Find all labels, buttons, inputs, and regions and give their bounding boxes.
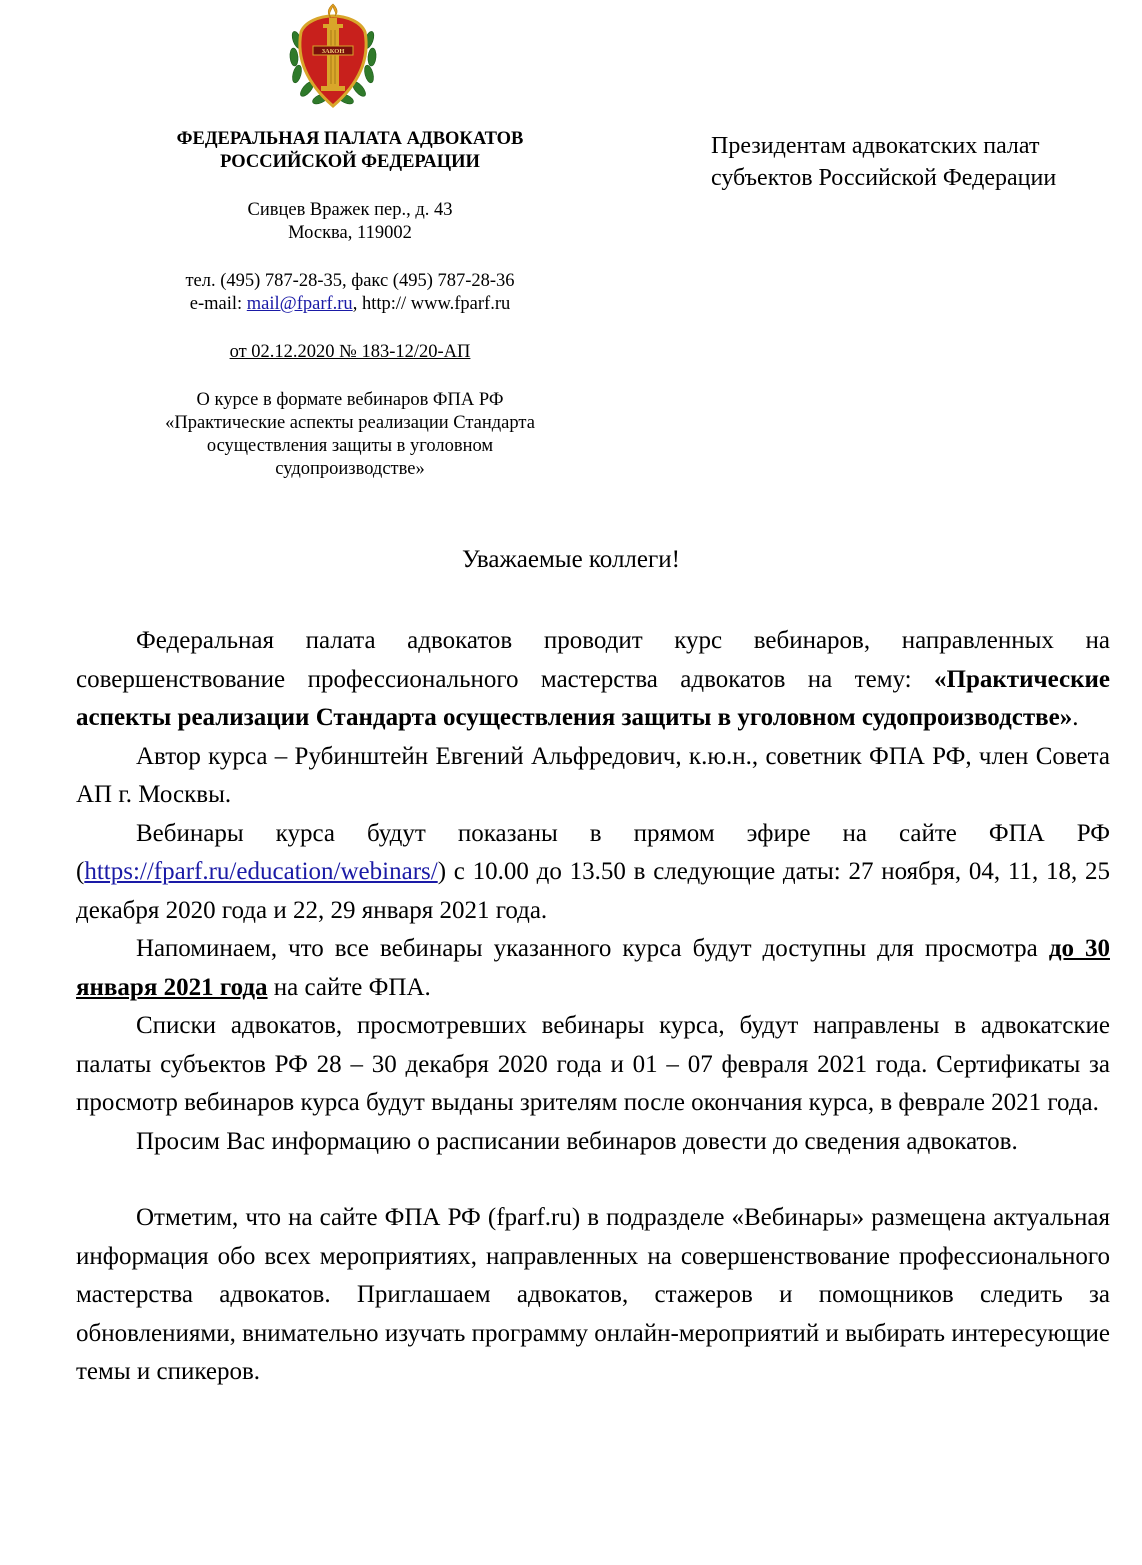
paragraph-2: Автор курса – Рубинштейн Евгений Альфредович, к.ю.н., советник ФПА РФ, член Совета АП г. Москвы. [76, 742, 1110, 808]
webinars-link[interactable]: https://fparf.ru/education/webinars/ [84, 858, 438, 885]
paragraph-3: Вебинары курса будут показаны в прямом эфире на сайте ФПА РФ (https://fparf.ru/education/webinars/) с 10.00 до 13.50 в следующие даты: 27 ноября, 04, 11, 18, 25 декабря 2020 года и 22, 29 января 2021 года. [76, 819, 1110, 924]
addressee-line2: субъектов Российской Федерации [711, 165, 1057, 191]
address-line2: Москва, 119002 [288, 223, 412, 243]
email-line: e-mail: mail@fparf.ru, http:// www.fparf.ru [189, 294, 511, 314]
org-name-line1: ФЕДЕРАЛЬНАЯ ПАЛАТА АДВОКАТОВ [176, 129, 524, 149]
paragraph-5: Списки адвокатов, просмотревших вебинары курса, будут направлены в адвокатские палаты субъектов РФ 28 – 30 декабря 2020 года и 01 – 07 февраля 2021 года. Сертификаты за просмотр вебинаров курса будут выданы зрителям после окончания курса, в феврале 2021 года. [76, 1012, 1110, 1116]
addressee [711, 130, 1141, 194]
paragraph-4: Напоминаем, что все вебинары указанного курса будут доступны для просмотра до 30 января 2021 года на сайте ФПА. [76, 935, 1110, 1001]
letterhead [120, 128, 580, 481]
course-title: «Практические аспекты реализации Стандарта осуществления защиты в уголовном судопроизводстве» [76, 665, 1110, 731]
address-line1: Сивцев Вражек пер., д. 43 [247, 200, 453, 220]
deadline-date: до 30 января 2021 года [76, 935, 1110, 1001]
fpa-emblem-icon [287, 2, 379, 112]
reference-number: от 02.12.2020 № 183-12/20-АП [229, 342, 471, 362]
emblem-plaque-text: ЗАКОН [321, 48, 345, 55]
letter-body [76, 622, 1110, 1392]
subject-line1: О курсе в формате вебинаров ФПА РФ [196, 390, 504, 410]
subject-line4: судопроизводстве» [275, 459, 425, 479]
phone-line: тел. (495) 787-28-35, факс (495) 787-28-36 [185, 271, 515, 291]
subject-line3: осуществления защиты в уголовном [206, 436, 494, 456]
paragraph-7: Отметим, что на сайте ФПА РФ (fparf.ru) в подразделе «Вебинары» размещена актуальная информация обо всех мероприятиях, направленных на совершенствование профессионального мастерства адвокатов. Приглашаем адвокатов, стажеров и помощников следить за обновлениями, внимательно изучать программу онлайн-мероприятий и выбирать интересующие темы и спикеров. [76, 1204, 1110, 1385]
paragraph-1: Федеральная палата адвокатов проводит курс вебинаров, направленных на совершенствование профессионального мастерства адвокатов на тему: «Практические аспекты реализации Стандарта осуществления защиты в уголовном судопроизводстве». [76, 627, 1110, 731]
greeting: Уважаемые коллеги! [462, 546, 680, 573]
org-name-line2: РОССИЙСКОЙ ФЕДЕРАЦИИ [220, 152, 480, 172]
email-link[interactable]: mail@fparf.ru [246, 294, 353, 314]
subject-line2: «Практические аспекты реализации Стандарта [165, 413, 535, 433]
paragraph-6: Просим Вас информацию о расписании вебинаров довести до сведения адвокатов. [136, 1127, 1018, 1155]
addressee-line1: Президентам адвокатских палат [711, 133, 1040, 159]
